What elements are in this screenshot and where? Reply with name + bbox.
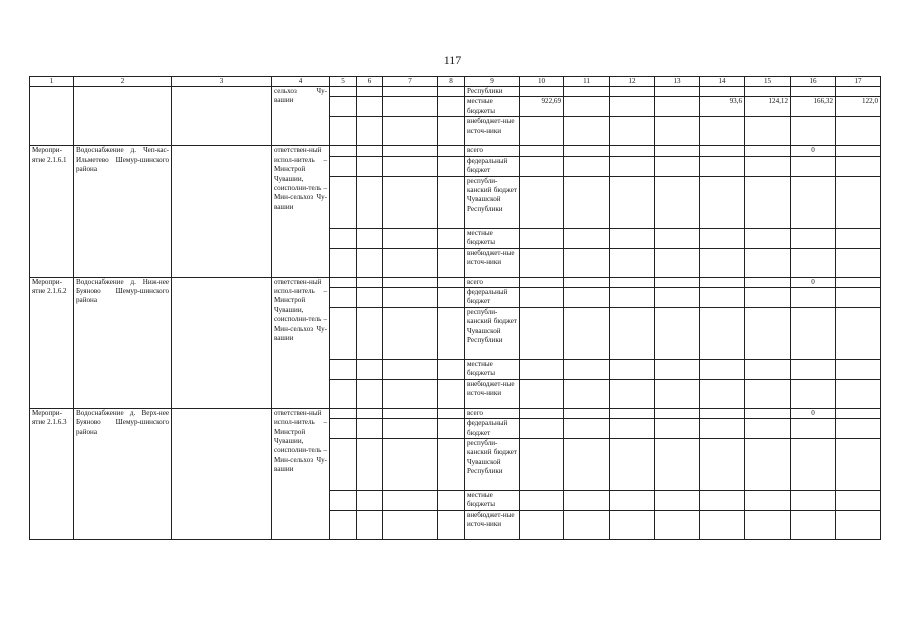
value-cell bbox=[610, 419, 655, 439]
value-cell bbox=[610, 511, 655, 540]
empty-cell bbox=[357, 248, 383, 277]
executor-cell: ответствен-ный испол-нитель – Минстрой Чувашии, соисполни-тель – Мин-сельхоз Чу-вашии bbox=[272, 146, 330, 277]
empty-cell bbox=[383, 117, 438, 146]
value-cell bbox=[791, 359, 836, 379]
value-cell bbox=[791, 176, 836, 228]
value-cell bbox=[836, 307, 881, 359]
empty-cell bbox=[383, 176, 438, 228]
value-cell bbox=[745, 87, 791, 97]
empty-cell bbox=[330, 359, 357, 379]
value-cell bbox=[564, 408, 610, 418]
value-cell bbox=[564, 176, 610, 228]
value-cell bbox=[564, 228, 610, 248]
empty-cell bbox=[172, 87, 272, 146]
empty-cell bbox=[330, 156, 357, 176]
column-number: 14 bbox=[700, 77, 745, 87]
value-cell bbox=[564, 307, 610, 359]
empty-cell bbox=[438, 359, 465, 379]
value-cell bbox=[610, 146, 655, 156]
value-cell bbox=[520, 87, 564, 97]
value-cell bbox=[520, 491, 564, 511]
empty-cell bbox=[330, 439, 357, 491]
value-cell bbox=[700, 307, 745, 359]
value-cell bbox=[836, 408, 881, 418]
value-cell bbox=[700, 491, 745, 511]
empty-cell bbox=[438, 491, 465, 511]
measure-name-cell: Водоснабжение д. Чеп-кас-Ильметево Шемур-шинского района bbox=[74, 146, 172, 277]
value-cell bbox=[520, 408, 564, 418]
value-cell bbox=[520, 439, 564, 491]
value-cell bbox=[745, 228, 791, 248]
column-number: 5 bbox=[330, 77, 357, 87]
empty-cell bbox=[438, 419, 465, 439]
funding-source-cell: всего bbox=[465, 277, 520, 287]
empty-cell bbox=[330, 379, 357, 408]
value-cell bbox=[655, 511, 700, 540]
empty-cell bbox=[357, 419, 383, 439]
value-cell bbox=[836, 439, 881, 491]
value-cell bbox=[655, 97, 700, 117]
empty-cell bbox=[357, 228, 383, 248]
empty-cell bbox=[357, 97, 383, 117]
value-cell bbox=[610, 117, 655, 146]
empty-cell bbox=[357, 408, 383, 418]
value-cell bbox=[610, 439, 655, 491]
funding-source-cell: республи-канский бюджет Чувашской Республики bbox=[465, 176, 520, 228]
empty-cell bbox=[383, 228, 438, 248]
value-cell bbox=[520, 228, 564, 248]
executor-cell: сельхоз Чу-вашии bbox=[272, 87, 330, 146]
value-cell bbox=[564, 117, 610, 146]
value-cell bbox=[520, 277, 564, 287]
value-cell bbox=[700, 408, 745, 418]
funding-source-cell: федеральный бюджет bbox=[465, 156, 520, 176]
empty-cell bbox=[383, 288, 438, 308]
value-cell bbox=[520, 288, 564, 308]
empty-cell bbox=[330, 307, 357, 359]
value-cell bbox=[700, 176, 745, 228]
value-cell bbox=[610, 228, 655, 248]
value-cell bbox=[836, 491, 881, 511]
value-cell bbox=[610, 97, 655, 117]
value-cell: 0 bbox=[791, 408, 836, 418]
empty-cell bbox=[74, 87, 172, 146]
empty-cell bbox=[357, 359, 383, 379]
value-cell bbox=[836, 117, 881, 146]
empty-cell bbox=[438, 248, 465, 277]
value-cell bbox=[655, 248, 700, 277]
empty-cell bbox=[357, 176, 383, 228]
value-cell bbox=[700, 228, 745, 248]
empty-cell bbox=[383, 307, 438, 359]
funding-source-cell: федеральный бюджет bbox=[465, 288, 520, 308]
value-cell bbox=[700, 511, 745, 540]
value-cell bbox=[700, 117, 745, 146]
value-cell bbox=[564, 379, 610, 408]
value-cell bbox=[836, 228, 881, 248]
measure-code-cell: Меропри-ятие 2.1.6.1 bbox=[30, 146, 74, 277]
value-cell bbox=[745, 176, 791, 228]
column-number: 12 bbox=[610, 77, 655, 87]
value-cell bbox=[791, 379, 836, 408]
value-cell bbox=[791, 511, 836, 540]
value-cell bbox=[610, 277, 655, 287]
value-cell bbox=[564, 511, 610, 540]
value-cell: 124,12 bbox=[745, 97, 791, 117]
funding-source-cell: местные бюджеты bbox=[465, 97, 520, 117]
value-cell bbox=[791, 288, 836, 308]
value-cell bbox=[700, 156, 745, 176]
empty-cell bbox=[438, 379, 465, 408]
page-number: 117 bbox=[443, 53, 462, 67]
value-cell bbox=[564, 288, 610, 308]
value-cell: 122,0 bbox=[836, 97, 881, 117]
value-cell bbox=[791, 87, 836, 97]
value-cell bbox=[745, 408, 791, 418]
value-cell bbox=[745, 511, 791, 540]
empty-cell bbox=[438, 97, 465, 117]
empty-cell bbox=[383, 87, 438, 97]
empty-cell bbox=[383, 491, 438, 511]
column-number: 7 bbox=[383, 77, 438, 87]
value-cell bbox=[655, 117, 700, 146]
value-cell bbox=[700, 359, 745, 379]
value-cell bbox=[700, 277, 745, 287]
empty-cell bbox=[357, 439, 383, 491]
value-cell bbox=[610, 408, 655, 418]
value-cell bbox=[836, 156, 881, 176]
value-cell bbox=[700, 288, 745, 308]
value-cell bbox=[700, 379, 745, 408]
value-cell bbox=[655, 359, 700, 379]
value-cell bbox=[700, 439, 745, 491]
column-number: 6 bbox=[357, 77, 383, 87]
empty-cell bbox=[330, 146, 357, 156]
value-cell bbox=[655, 379, 700, 408]
program-cell bbox=[172, 408, 272, 539]
budget-table bbox=[29, 76, 881, 540]
empty-cell bbox=[357, 117, 383, 146]
empty-cell bbox=[330, 228, 357, 248]
empty-cell bbox=[383, 156, 438, 176]
funding-source-cell: федеральный бюджет bbox=[465, 419, 520, 439]
value-cell bbox=[836, 288, 881, 308]
column-number: 8 bbox=[438, 77, 465, 87]
empty-cell bbox=[438, 307, 465, 359]
value-cell bbox=[700, 419, 745, 439]
funding-source-cell: местные бюджеты bbox=[465, 359, 520, 379]
value-cell bbox=[745, 117, 791, 146]
value-cell bbox=[745, 491, 791, 511]
value-cell bbox=[836, 146, 881, 156]
funding-source-cell: местные бюджеты bbox=[465, 491, 520, 511]
value-cell bbox=[610, 491, 655, 511]
value-cell bbox=[791, 419, 836, 439]
value-cell bbox=[564, 277, 610, 287]
empty-cell bbox=[438, 117, 465, 146]
empty-cell bbox=[383, 408, 438, 418]
empty-cell bbox=[330, 248, 357, 277]
value-cell bbox=[564, 491, 610, 511]
table-row bbox=[30, 277, 881, 287]
funding-source-cell: всего bbox=[465, 408, 520, 418]
column-number-row bbox=[30, 77, 881, 87]
value-cell bbox=[520, 146, 564, 156]
empty-cell bbox=[330, 511, 357, 540]
column-number: 9 bbox=[465, 77, 520, 87]
empty-cell bbox=[383, 248, 438, 277]
value-cell bbox=[745, 277, 791, 287]
value-cell bbox=[836, 87, 881, 97]
table-row bbox=[30, 408, 881, 418]
column-number: 10 bbox=[520, 77, 564, 87]
value-cell bbox=[564, 97, 610, 117]
value-cell bbox=[745, 288, 791, 308]
value-cell bbox=[655, 156, 700, 176]
empty-cell bbox=[438, 228, 465, 248]
value-cell bbox=[791, 156, 836, 176]
executor-cell: ответствен-ный испол-нитель – Минстрой Чувашии, соисполни-тель – Мин-сельхоз Чу-вашии bbox=[272, 277, 330, 408]
empty-cell bbox=[357, 491, 383, 511]
value-cell: 0 bbox=[791, 277, 836, 287]
value-cell bbox=[520, 307, 564, 359]
value-cell bbox=[564, 156, 610, 176]
column-number: 16 bbox=[791, 77, 836, 87]
funding-source-cell: Республики bbox=[465, 87, 520, 97]
funding-source-cell: республи-канский бюджет Чувашской Республики bbox=[465, 307, 520, 359]
empty-cell bbox=[330, 277, 357, 287]
value-cell bbox=[520, 379, 564, 408]
value-cell bbox=[655, 288, 700, 308]
value-cell bbox=[564, 359, 610, 379]
value-cell bbox=[564, 419, 610, 439]
empty-cell bbox=[357, 511, 383, 540]
empty-cell bbox=[357, 87, 383, 97]
value-cell bbox=[745, 359, 791, 379]
value-cell bbox=[700, 248, 745, 277]
value-cell bbox=[520, 511, 564, 540]
value-cell bbox=[655, 87, 700, 97]
value-cell bbox=[564, 87, 610, 97]
value-cell bbox=[655, 408, 700, 418]
value-cell bbox=[791, 307, 836, 359]
empty-cell bbox=[383, 277, 438, 287]
empty-cell bbox=[383, 359, 438, 379]
empty-cell bbox=[357, 277, 383, 287]
empty-cell bbox=[330, 176, 357, 228]
value-cell bbox=[655, 228, 700, 248]
funding-source-cell: внебюджет-ные источ-ники bbox=[465, 379, 520, 408]
table-row bbox=[30, 146, 881, 156]
value-cell bbox=[520, 117, 564, 146]
value-cell bbox=[564, 439, 610, 491]
value-cell bbox=[610, 307, 655, 359]
value-cell bbox=[791, 491, 836, 511]
measure-name-cell: Водоснабжение д. Верх-нее Буяново Шемур-шинского района bbox=[74, 408, 172, 539]
value-cell bbox=[791, 228, 836, 248]
value-cell bbox=[836, 359, 881, 379]
empty-cell bbox=[383, 146, 438, 156]
column-number: 4 bbox=[272, 77, 330, 87]
empty-cell bbox=[330, 419, 357, 439]
funding-source-cell: республи-канский бюджет Чувашской Республики bbox=[465, 439, 520, 491]
empty-cell bbox=[383, 419, 438, 439]
empty-cell bbox=[438, 146, 465, 156]
measure-code-cell: Меропри-ятие 2.1.6.3 bbox=[30, 408, 74, 539]
program-cell bbox=[172, 146, 272, 277]
column-number: 11 bbox=[564, 77, 610, 87]
empty-cell bbox=[330, 117, 357, 146]
empty-cell bbox=[330, 87, 357, 97]
value-cell: 93,6 bbox=[700, 97, 745, 117]
value-cell: 0 bbox=[791, 146, 836, 156]
column-number: 15 bbox=[745, 77, 791, 87]
column-number: 17 bbox=[836, 77, 881, 87]
funding-source-cell: внебюджет-ные источ-ники bbox=[465, 511, 520, 540]
measure-code-cell: Меропри-ятие 2.1.6.2 bbox=[30, 277, 74, 408]
value-cell bbox=[791, 439, 836, 491]
funding-source-cell: местные бюджеты bbox=[465, 228, 520, 248]
empty-cell bbox=[330, 97, 357, 117]
empty-cell bbox=[438, 408, 465, 418]
value-cell bbox=[745, 146, 791, 156]
value-cell bbox=[610, 87, 655, 97]
value-cell bbox=[520, 176, 564, 228]
empty-cell bbox=[357, 146, 383, 156]
empty-cell bbox=[357, 307, 383, 359]
value-cell bbox=[564, 146, 610, 156]
value-cell bbox=[655, 419, 700, 439]
value-cell bbox=[745, 379, 791, 408]
value-cell bbox=[836, 379, 881, 408]
value-cell bbox=[610, 288, 655, 308]
value-cell bbox=[745, 307, 791, 359]
empty-cell bbox=[438, 156, 465, 176]
empty-cell bbox=[30, 87, 74, 146]
column-number: 2 bbox=[74, 77, 172, 87]
value-cell bbox=[655, 146, 700, 156]
value-cell bbox=[520, 156, 564, 176]
program-cell bbox=[172, 277, 272, 408]
value-cell bbox=[520, 248, 564, 277]
value-cell bbox=[610, 176, 655, 228]
value-cell bbox=[520, 419, 564, 439]
value-cell bbox=[520, 359, 564, 379]
value-cell bbox=[791, 248, 836, 277]
executor-cell: ответствен-ный испол-нитель – Минстрой Чувашии, соисполни-тель – Мин-сельхоз Чу-вашии bbox=[272, 408, 330, 539]
value-cell: 166,32 bbox=[791, 97, 836, 117]
value-cell bbox=[836, 248, 881, 277]
empty-cell bbox=[383, 379, 438, 408]
empty-cell bbox=[438, 87, 465, 97]
value-cell bbox=[655, 307, 700, 359]
value-cell bbox=[791, 117, 836, 146]
value-cell bbox=[655, 277, 700, 287]
value-cell bbox=[700, 146, 745, 156]
table-row bbox=[30, 87, 881, 97]
empty-cell bbox=[383, 439, 438, 491]
value-cell: 922,69 bbox=[520, 97, 564, 117]
funding-source-cell: внебюджет-ные источ-ники bbox=[465, 248, 520, 277]
empty-cell bbox=[357, 156, 383, 176]
value-cell bbox=[745, 248, 791, 277]
empty-cell bbox=[330, 288, 357, 308]
value-cell bbox=[745, 419, 791, 439]
column-number: 3 bbox=[172, 77, 272, 87]
value-cell bbox=[745, 156, 791, 176]
value-cell bbox=[836, 511, 881, 540]
empty-cell bbox=[383, 511, 438, 540]
value-cell bbox=[700, 87, 745, 97]
empty-cell bbox=[438, 176, 465, 228]
empty-cell bbox=[438, 277, 465, 287]
empty-cell bbox=[357, 288, 383, 308]
empty-cell bbox=[438, 511, 465, 540]
value-cell bbox=[836, 176, 881, 228]
value-cell bbox=[655, 491, 700, 511]
value-cell bbox=[610, 248, 655, 277]
empty-cell bbox=[330, 408, 357, 418]
empty-cell bbox=[330, 491, 357, 511]
value-cell bbox=[610, 379, 655, 408]
empty-cell bbox=[357, 379, 383, 408]
empty-cell bbox=[383, 97, 438, 117]
funding-source-cell: внебюджет-ные источ-ники bbox=[465, 117, 520, 146]
value-cell bbox=[745, 439, 791, 491]
value-cell bbox=[564, 248, 610, 277]
value-cell bbox=[655, 439, 700, 491]
value-cell bbox=[836, 419, 881, 439]
value-cell bbox=[610, 156, 655, 176]
column-number: 13 bbox=[655, 77, 700, 87]
measure-name-cell: Водоснабжение д. Ниж-нее Буяново Шемур-шинского района bbox=[74, 277, 172, 408]
value-cell bbox=[836, 277, 881, 287]
value-cell bbox=[655, 176, 700, 228]
funding-source-cell: всего bbox=[465, 146, 520, 156]
empty-cell bbox=[438, 288, 465, 308]
column-number: 1 bbox=[30, 77, 74, 87]
empty-cell bbox=[438, 439, 465, 491]
value-cell bbox=[610, 359, 655, 379]
